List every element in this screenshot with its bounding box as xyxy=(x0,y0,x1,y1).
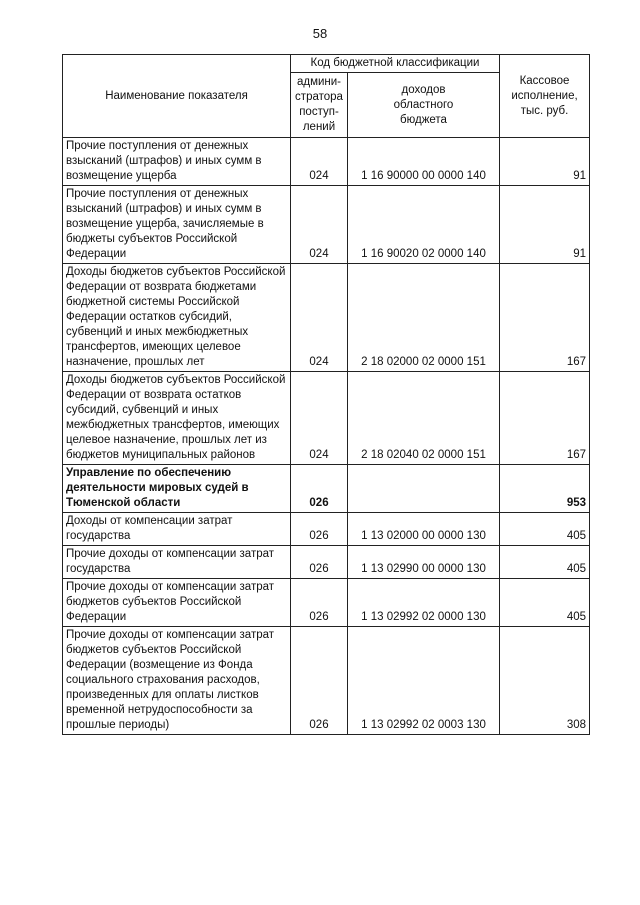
row-income-code: 1 13 02000 00 0000 130 xyxy=(348,513,500,546)
row-income-code: 2 18 02040 02 0000 151 xyxy=(348,372,500,465)
row-name: Прочие доходы от компенсации затрат государства xyxy=(63,546,291,579)
row-income-code: 1 13 02992 02 0003 130 xyxy=(348,627,500,735)
row-name: Доходы бюджетов субъектов Российской Федерации от возврата остатков субсидий, субвенций и иных межбюджетных трансфертов, имеющих целевое назначение, прошлых лет из бюджетов муниципальных районов xyxy=(63,372,291,465)
row-admin-code: 024 xyxy=(291,264,348,372)
row-admin-code: 024 xyxy=(291,186,348,264)
row-income-code: 1 13 02992 02 0000 130 xyxy=(348,579,500,627)
row-admin-code: 026 xyxy=(291,513,348,546)
row-name: Прочие доходы от компенсации затрат бюджетов субъектов Российской Федерации xyxy=(63,579,291,627)
header-name: Наименование показателя xyxy=(63,55,291,138)
row-amount: 167 xyxy=(500,264,590,372)
row-amount: 953 xyxy=(500,465,590,513)
row-name: Прочие доходы от компенсации затрат бюджетов субъектов Российской Федерации (возмещение из Фонда социального страхования расходов, произведенных для оплаты листков временной нетрудоспособности за прошлые периоды) xyxy=(63,627,291,735)
table-row xyxy=(63,579,590,627)
table-body xyxy=(63,138,590,735)
row-admin-code: 024 xyxy=(291,372,348,465)
row-income-code xyxy=(348,465,500,513)
table-row xyxy=(63,546,590,579)
row-income-code: 1 13 02990 00 0000 130 xyxy=(348,546,500,579)
row-income-code: 1 16 90000 00 0000 140 xyxy=(348,138,500,186)
table-row xyxy=(63,264,590,372)
row-admin-code: 026 xyxy=(291,579,348,627)
table-row xyxy=(63,372,590,465)
header-income: доходов областного бюджета xyxy=(348,73,500,138)
row-name: Доходы бюджетов субъектов Российской Федерации от возврата бюджетами бюджетной системы Российской Федерации остатков субсидий, субвенций и иных межбюджетных трансфертов, имеющих целевое назначение, прошлых лет xyxy=(63,264,291,372)
row-name: Прочие поступления от денежных взысканий (штрафов) и иных сумм в возмещение ущерба xyxy=(63,138,291,186)
row-name: Доходы от компенсации затрат государства xyxy=(63,513,291,546)
table-row xyxy=(63,627,590,735)
row-name: Прочие поступления от денежных взысканий (штрафов) и иных сумм в возмещение ущерба, зачисляемые в бюджеты субъектов Российской Федерации xyxy=(63,186,291,264)
row-amount: 91 xyxy=(500,186,590,264)
page-number: 58 xyxy=(312,26,328,41)
table-row xyxy=(63,186,590,264)
row-admin-code: 026 xyxy=(291,546,348,579)
header-code-group: Код бюджетной классификации xyxy=(291,55,500,73)
row-admin-code: 024 xyxy=(291,138,348,186)
row-admin-code: 026 xyxy=(291,627,348,735)
table-header xyxy=(63,55,590,138)
row-amount: 405 xyxy=(500,579,590,627)
table-row xyxy=(63,513,590,546)
budget-table xyxy=(62,54,590,735)
row-amount: 405 xyxy=(500,546,590,579)
header-admin: админи- стратора поступ- лений xyxy=(291,73,348,138)
row-income-code: 1 16 90020 02 0000 140 xyxy=(348,186,500,264)
row-amount: 405 xyxy=(500,513,590,546)
row-income-code: 2 18 02000 02 0000 151 xyxy=(348,264,500,372)
header-amount: Кассовое исполнение, тыс. руб. xyxy=(500,55,590,138)
row-admin-code: 026 xyxy=(291,465,348,513)
row-amount: 308 xyxy=(500,627,590,735)
row-amount: 91 xyxy=(500,138,590,186)
row-amount: 167 xyxy=(500,372,590,465)
table-row xyxy=(63,138,590,186)
row-name: Управление по обеспечению деятельности мировых судей в Тюменской области xyxy=(63,465,291,513)
table-row xyxy=(63,465,590,513)
